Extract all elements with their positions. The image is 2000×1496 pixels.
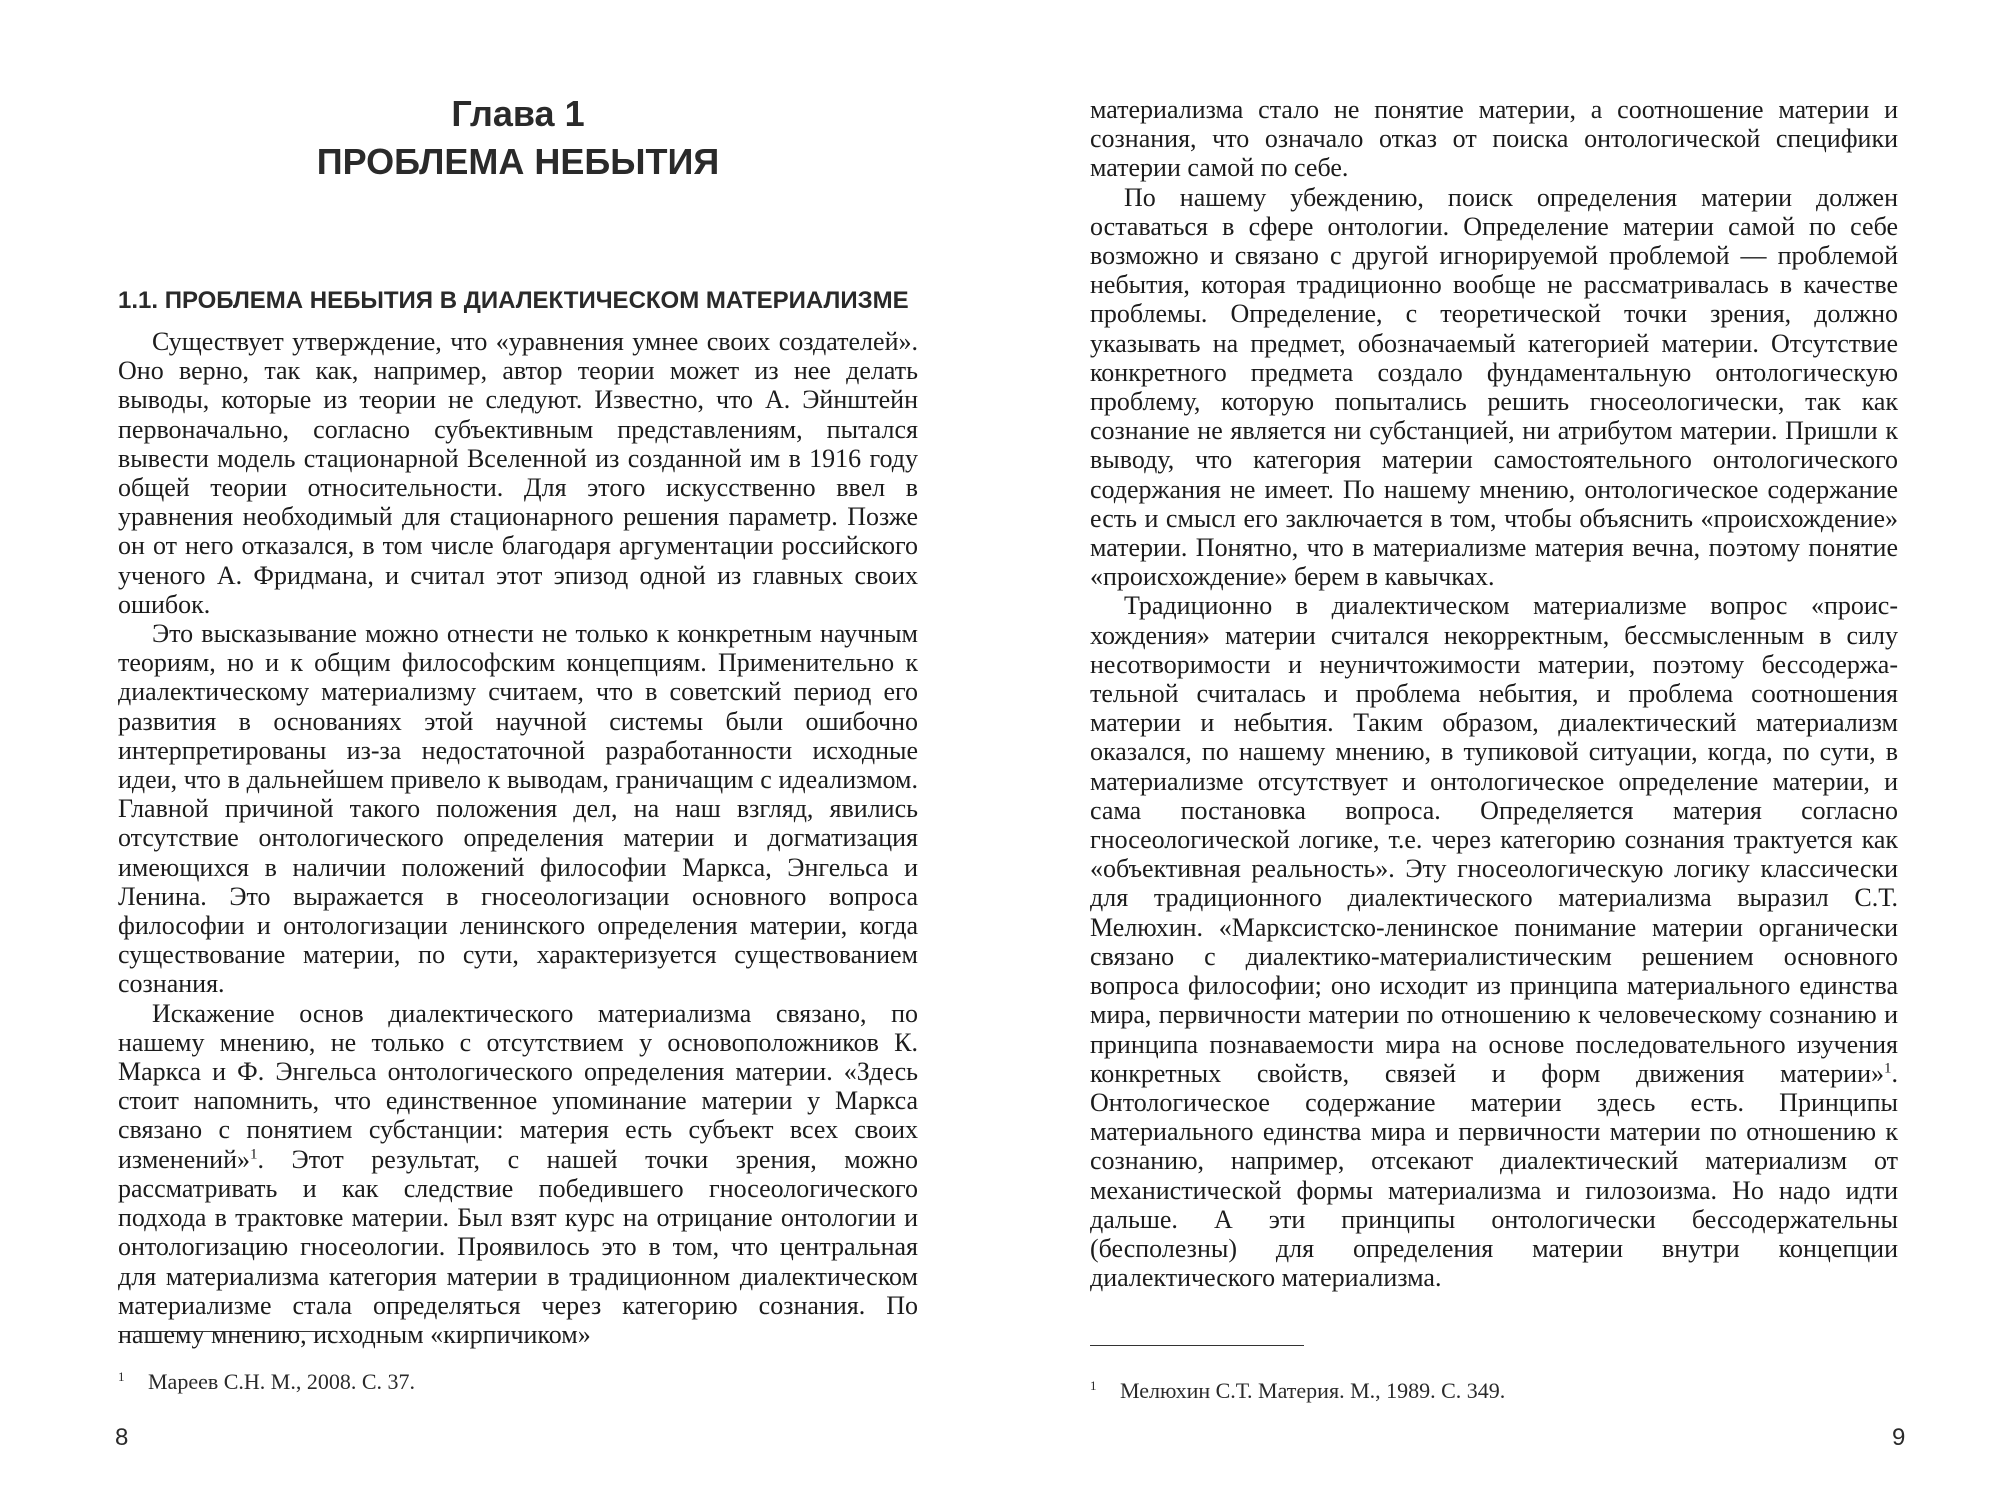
right-body-text xyxy=(1090,95,1898,1292)
paragraph xyxy=(1090,591,1898,1292)
footnote-rule xyxy=(118,1331,332,1332)
paragraph-text: Искажение основ диалектического материализма связано, по нашему мнению, не только с отсутствием у основоположников К. Маркса и Ф. Энгельса онтологического определения материи. «Здесь стоит напомнить, что единственное упоминание материи у Маркса связано с понятием субстанции: материя есть субъект всех своих изменений» xyxy=(118,998,918,1174)
footnote-text: Мелюхин С.Т. Материя. М., 1989. С. 349. xyxy=(1120,1378,1506,1403)
footnote-reference: 1 xyxy=(1884,1060,1892,1077)
page-number: 9 xyxy=(1892,1424,1906,1451)
paragraph-continuation: материализма стало не понятие материи, а соотношение материи и сознания, что означало отказ от поиска онтологической специфики материи самой по себе. xyxy=(1090,95,1898,183)
footnote: 1 Мелюхин С.Т. Материя. М., 1989. С. 349. xyxy=(1090,1377,1506,1403)
page-number: 8 xyxy=(115,1424,129,1451)
chapter-number: Глава 1 xyxy=(451,93,585,134)
chapter-title: ПРОБЛЕМА НЕБЫТИЯ xyxy=(316,141,720,182)
paragraph: По нашему убеждению, поиск определения материи должен оставаться в сфере онтологии. Определение материи самой по себе возможно и связано с другой игнорируемой проблемой — проблемой небытия, которая традиционно вообще не рассматривалась в качестве проблемы. Определение, с теоретической точки зрения, должно указывать на предмет, обозначаемый категорией материи. Отсутствие конкретного предмета создало фундаментальную онтологическую проблему, которую попытались решить гносеологически, так как сознание не является ни субстанцией, ни атрибутом материи. Пришли к выводу, что категория материи самостоятельного онтологического содержания не имеет. По нашему мнению, онтологическое содержание есть и смысл его заключается в том, чтобы объяснить «происхождение» материи. Понятно, что в материализме материя вечна, поэтому понятие «происхождение» берем в кавычках. xyxy=(1090,182,1898,592)
paragraph: Это высказывание можно отнести не только к конкретным научным теориям, но и к общим философским концепциям. Применительно к диалектическому материализму считаем, что в советский период его развития в основаниях этой научной системы были ошибочно интерпретированы из-за недостаточной разработанности исходные идеи, что в дальнейшем привело к выводам, граничащим с идеализмом. Главной причиной такого положения дел, на наш взгляд, явились отсутствие онтологического определения материи и догматизация имеющихся в наличии положений философии Маркса, Энгельса и Ленина. Это выражается в гносеологизации основного вопроса философии и онтологизации ленинского определения материи, когда существование материи, по сути, характеризуется существованием сознания. xyxy=(118,619,918,999)
right-page xyxy=(1090,0,1906,1496)
footnote-rule xyxy=(1090,1345,1304,1346)
paragraph-text: Традиционно в диалектическом материализме вопрос «происхождения» материи считался некорректным, бессмысленным в силу несотворимости и неуничтожимости материи, поэтому бессодержательной считалась и проблема небытия, и проблема соотношения материи и небытия. Таким образом, диалектический материализм оказался, по нашему мнению, в тупиковой ситуации, когда, по сути, в материализме отсутствует и онтологическое определение материи, и сама постановка вопроса. Определяется материя согласно гносеологической логике, т.е. через категорию сознания трактуется как «объективная реальность». Эту гносеологическую логику классически для традиционного диалектического материализма выразил С.Т. Мелюхин. «Марксистско-ленинское понимание материи органически связано с диалектико-материалистическим решением основного вопроса философии; оно исходит из принципа материального единства мира, первичности материи по отношению к человеческому сознанию и принципа познаваемости мира на основе последовательного изучения конкретных свойств, связей и форм движения материи» xyxy=(1090,591,1898,1088)
left-body-text xyxy=(118,327,918,1349)
paragraph xyxy=(118,999,918,1349)
footnote-reference: 1 xyxy=(250,1146,258,1163)
section-heading: 1.1. ПРОБЛЕМА НЕБЫТИЯ В ДИАЛЕКТИЧЕСКОМ МАТЕРИАЛИЗМЕ xyxy=(118,287,909,314)
paragraph: Существует утверждение, что «уравнения умнее своих создателей». Оно верно, так как, например, автор теории может из нее делать выводы, которые из теории не следуют. Известно, что А. Эйнштейн первоначально, согласно субъективным представлениям, пытался вывести модель стационарной Вселенной из созданной им в 1916 году общей теории относительности. Для этого искусственно ввел в уравнения необходимый для стационарного решения параметр. Позже он от него отказался, в том числе благодаря аргументации российского ученого А. Фридмана, и считал этот эпизод одной из главных своих ошибок. xyxy=(118,327,918,619)
paragraph-text: . Этот результат, с нашей точки зрения, можно рассматривать и как следствие победившего гносеологического подхода в трактовке материи. Был взят курс на отрицание онтологии и онтологизацию гносеологии. Проявилось это в том, что центральная для материализма категория материи в традиционном диалектическом материализме стала определяться через категорию сознания. По нашему мнению, исходным «кирпичиком» xyxy=(118,1144,918,1349)
left-page xyxy=(115,0,918,1496)
footnote: 1 Мареев С.Н. М., 2008. С. 37. xyxy=(118,1368,416,1394)
paragraph-text: . Онтологическое содержание материи здесь есть. Принципы материального единства мира и первичности материи по отношению к сознанию, например, отсекают диалектический материализм от механистической формы материализма и гилозоизма. Но надо идти дальше. А эти принципы онтологически бессодержательны (бесполезны) для определения материи внутри концепции диалектического материализма. xyxy=(1090,1058,1898,1293)
footnote-text: Мареев С.Н. М., 2008. С. 37. xyxy=(148,1369,416,1394)
